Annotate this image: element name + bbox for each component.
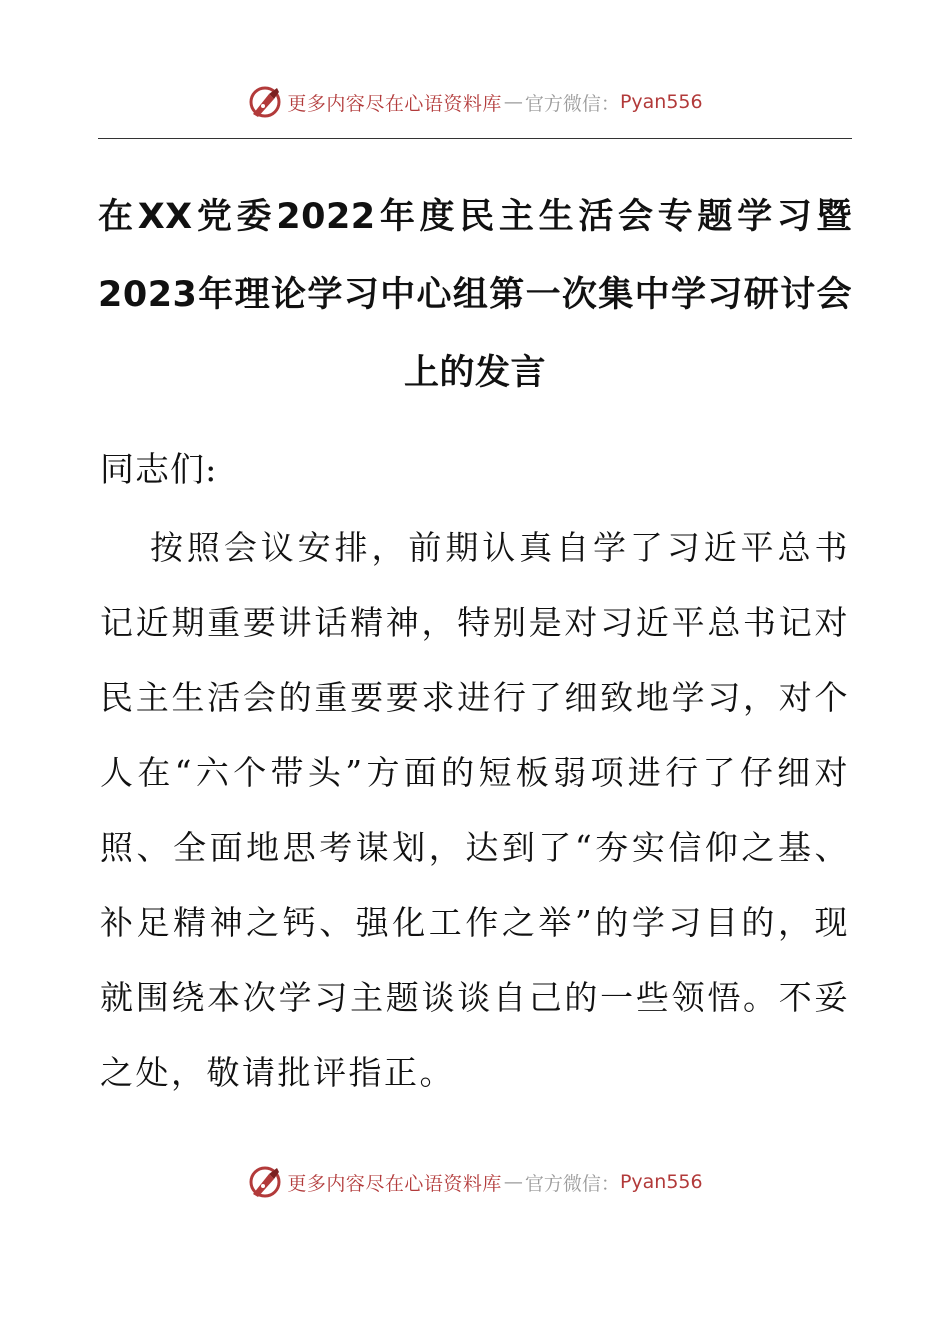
watermark-site-text: 更多内容尽在心语资料库 bbox=[287, 1172, 502, 1195]
pen-nib-circle-icon bbox=[247, 84, 283, 120]
watermark-contact-label: 官方微信： bbox=[524, 92, 620, 115]
watermark-site-text: 更多内容尽在心语资料库 bbox=[287, 92, 502, 115]
watermark-dash: — bbox=[503, 91, 523, 113]
watermark-contact-label: 官方微信： bbox=[524, 1172, 620, 1195]
pen-nib-circle-icon bbox=[247, 1164, 283, 1200]
header-watermark bbox=[0, 82, 950, 122]
salutation: 同志们: bbox=[100, 450, 218, 490]
header-divider bbox=[98, 138, 852, 139]
watermark-handle: Pyan556 bbox=[619, 1171, 703, 1193]
footer-watermark bbox=[0, 1162, 950, 1202]
watermark-handle: Pyan556 bbox=[619, 91, 703, 113]
document-title: 在XX党委2022年度民主生活会专题学习暨2023年理论学习中心组第一次集中学习研讨会上的发言 bbox=[98, 197, 852, 393]
watermark-dash: — bbox=[503, 1171, 523, 1193]
body-paragraph: 按照会议安排，前期认真自学了习近平总书记近期重要讲话精神，特别是对习近平总书记对民主生活会的重要要求进行了细致地学习，对个人在“六个带头”方面的短板弱项进行了仔细对照、全面地思考谋划，达到了“夯实信仰之基、补足精神之钙、强化工作之举”的学习目的，现就围绕本次学习主题谈谈自己的一些领悟。不妥之处，敬请批评指正。 bbox=[100, 528, 850, 1092]
